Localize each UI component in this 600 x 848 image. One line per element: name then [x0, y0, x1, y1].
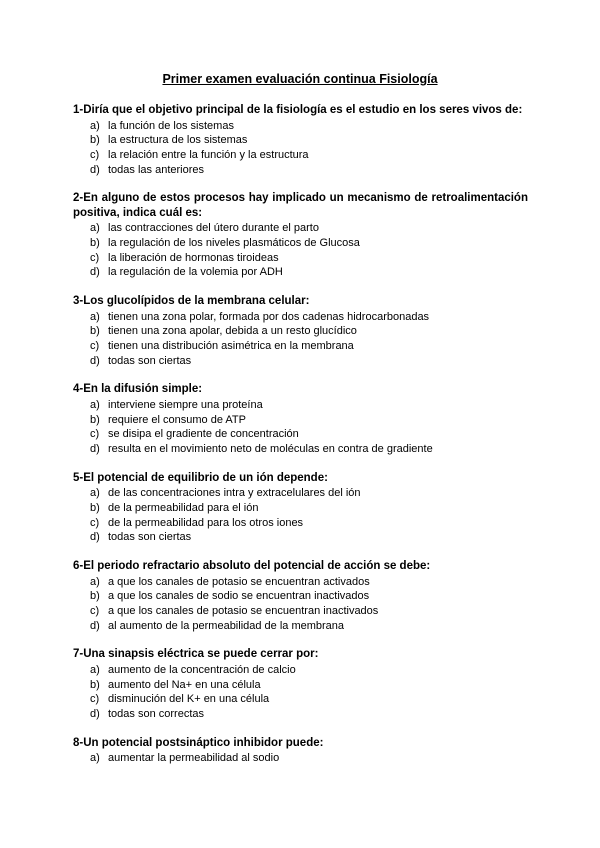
- question-7: [73, 647, 528, 721]
- option-text: de la permeabilidad para el ión: [108, 501, 259, 514]
- option-letter: b): [90, 325, 100, 338]
- question-2: [73, 191, 528, 280]
- option-text: a que los canales de potasio se encuentran activados: [108, 575, 370, 588]
- option-item: [90, 589, 528, 604]
- option-item: [90, 575, 528, 590]
- option-item: [90, 692, 528, 707]
- option-text: tienen una zona polar, formada por dos cadenas hidrocarbonadas: [108, 310, 430, 323]
- option-letter: d): [90, 531, 100, 544]
- question-text: 4-En la difusión simple:: [73, 383, 203, 396]
- option-item: [90, 663, 528, 678]
- option-text: la regulación de los niveles plasmáticos de Glucosa: [108, 237, 360, 250]
- option-item: [90, 398, 528, 413]
- option-list: [73, 751, 528, 766]
- option-letter: c): [90, 516, 100, 529]
- option-item: [90, 324, 528, 339]
- question-text: 8-Un potencial postsináptico inhibidor puede:: [73, 736, 324, 749]
- option-letter: a): [90, 119, 100, 132]
- question-text: 2-En alguno de estos procesos hay implicado un mecanismo de retroalimentación positiva, indica cuál es:: [73, 192, 528, 219]
- option-item: [90, 251, 528, 266]
- option-letter: d): [90, 707, 100, 720]
- option-list: [73, 398, 528, 457]
- question-list: [73, 103, 528, 780]
- option-list: [73, 221, 528, 280]
- option-letter: b): [90, 678, 100, 691]
- option-letter: a): [90, 575, 100, 588]
- option-text: requiere el consumo de ATP: [108, 413, 246, 426]
- question-5: [73, 471, 528, 545]
- option-letter: b): [90, 590, 100, 603]
- option-text: todas son correctas: [108, 707, 204, 720]
- option-letter: a): [90, 752, 100, 765]
- option-text: la regulación de la volemia por ADH: [108, 266, 283, 279]
- option-item: [90, 339, 528, 354]
- option-item: [90, 221, 528, 236]
- document-title: Primer examen evaluación continua Fisiología: [162, 72, 438, 86]
- option-text: la estructura de los sistemas: [108, 134, 248, 147]
- option-text: disminución del K+ en una célula: [108, 693, 270, 706]
- option-letter: d): [90, 443, 100, 456]
- option-item: [90, 604, 528, 619]
- option-item: [90, 265, 528, 280]
- option-letter: b): [90, 501, 100, 514]
- option-list: [73, 486, 528, 545]
- option-letter: a): [90, 398, 100, 411]
- option-item: [90, 501, 528, 516]
- option-letter: c): [90, 251, 100, 264]
- question-4: [73, 382, 528, 456]
- question-3: [73, 294, 528, 368]
- option-text: de las concentraciones intra y extracelulares del ión: [108, 487, 361, 500]
- option-letter: a): [90, 222, 100, 235]
- question-text: 5-El potencial de equilibrio de un ión depende:: [73, 471, 328, 484]
- option-text: aumentar la permeabilidad al sodio: [108, 752, 280, 765]
- option-letter: d): [90, 163, 100, 176]
- option-item: [90, 707, 528, 722]
- option-text: todas las anteriores: [108, 163, 204, 176]
- option-item: [90, 530, 528, 545]
- question-1: [73, 103, 528, 177]
- option-text: al aumento de la permeabilidad de la membrana: [108, 619, 345, 632]
- option-item: [90, 163, 528, 178]
- option-text: la función de los sistemas: [108, 119, 234, 132]
- option-text: las contracciones del útero durante el parto: [108, 222, 319, 235]
- option-item: [90, 133, 528, 148]
- option-item: [90, 119, 528, 134]
- option-text: tienen una distribución asimétrica en la membrana: [108, 340, 354, 353]
- option-letter: c): [90, 428, 100, 441]
- option-item: [90, 236, 528, 251]
- option-item: [90, 678, 528, 693]
- option-letter: a): [90, 663, 100, 676]
- option-letter: d): [90, 266, 100, 279]
- option-text: la relación entre la función y la estructura: [108, 148, 309, 161]
- option-letter: c): [90, 340, 100, 353]
- option-letter: d): [90, 619, 100, 632]
- option-item: [90, 310, 528, 325]
- option-text: aumento del Na+ en una célula: [108, 678, 261, 691]
- question-6: [73, 559, 528, 633]
- option-letter: c): [90, 693, 100, 706]
- option-list: [73, 663, 528, 722]
- option-item: [90, 354, 528, 369]
- option-item: [90, 413, 528, 428]
- question-text: 7-Una sinapsis eléctrica se puede cerrar por:: [73, 648, 319, 661]
- option-letter: c): [90, 148, 100, 161]
- option-text: se disipa el gradiente de concentración: [108, 428, 299, 441]
- option-text: de la permeabilidad para los otros iones: [108, 516, 304, 529]
- option-letter: a): [90, 310, 100, 323]
- option-item: [90, 148, 528, 163]
- option-list: [73, 310, 528, 369]
- question-text: 1-Diría que el objetivo principal de la fisiología es el estudio en los seres vivos de:: [73, 104, 523, 116]
- option-letter: b): [90, 134, 100, 147]
- option-text: la liberación de hormonas tiroideas: [108, 251, 279, 264]
- option-text: tienen una zona apolar, debida a un resto glucídico: [108, 325, 357, 338]
- option-text: resulta en el movimiento neto de moléculas en contra de gradiente: [108, 443, 433, 456]
- option-list: [73, 119, 528, 178]
- question-8: [73, 736, 528, 766]
- option-letter: b): [90, 413, 100, 426]
- option-item: [90, 427, 528, 442]
- option-item: [90, 442, 528, 457]
- option-item: [90, 751, 528, 766]
- option-text: todas son ciertas: [108, 531, 192, 544]
- option-item: [90, 619, 528, 634]
- option-item: [90, 486, 528, 501]
- question-text: 6-El periodo refractario absoluto del potencial de acción se debe:: [73, 560, 431, 573]
- question-text: 3-Los glucolípidos de la membrana celular:: [73, 295, 310, 308]
- option-text: a que los canales de potasio se encuentran inactivados: [108, 604, 379, 617]
- option-text: todas son ciertas: [108, 354, 192, 367]
- option-letter: b): [90, 237, 100, 250]
- option-item: [90, 516, 528, 531]
- option-letter: a): [90, 487, 100, 500]
- option-text: a que los canales de sodio se encuentran inactivados: [108, 590, 370, 603]
- option-text: interviene siempre una proteína: [108, 398, 263, 411]
- option-letter: c): [90, 604, 100, 617]
- option-text: aumento de la concentración de calcio: [108, 663, 296, 676]
- option-list: [73, 575, 528, 634]
- option-letter: d): [90, 354, 100, 367]
